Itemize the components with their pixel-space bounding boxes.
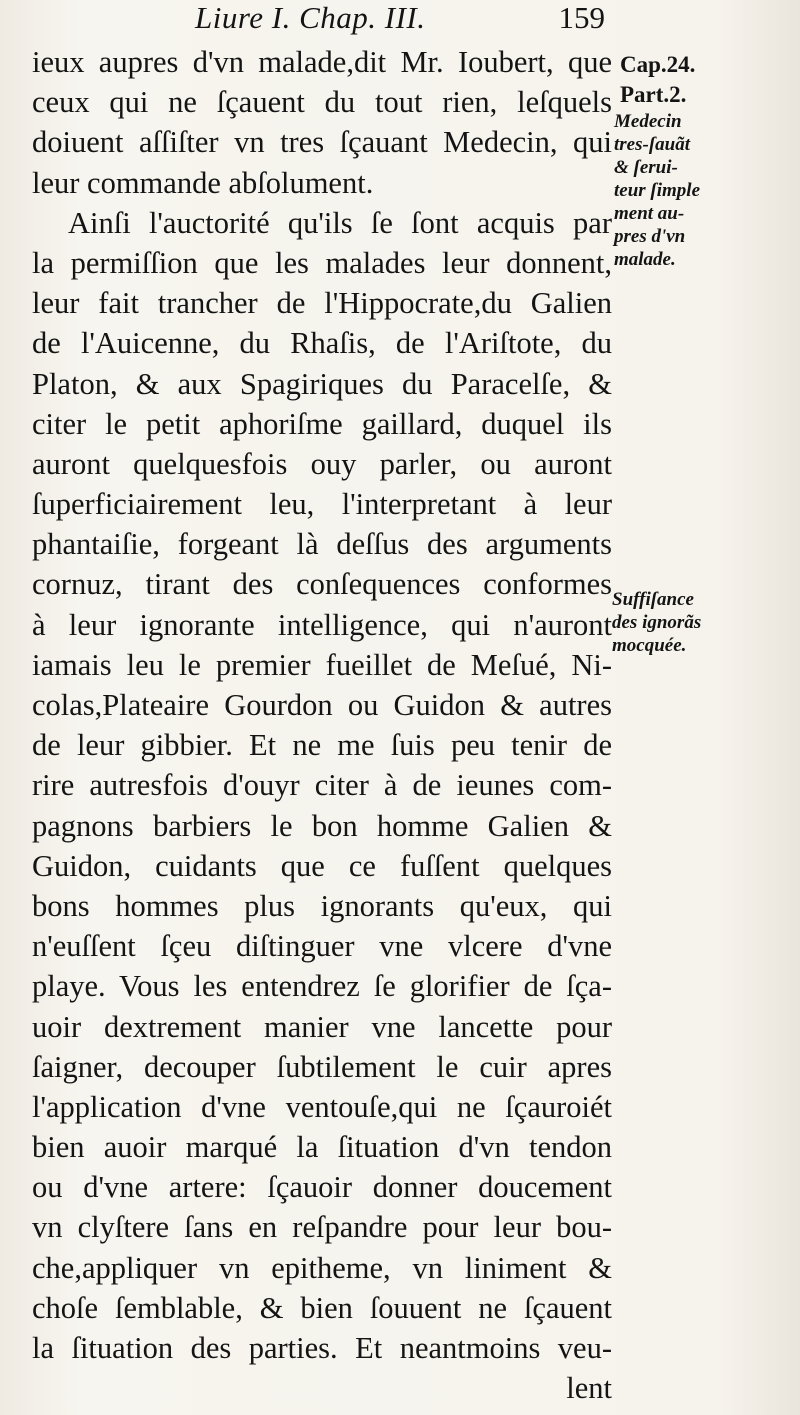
text-line: ſuperficiairement leu, l'interpretant à leur <box>32 487 612 522</box>
margin-chapter-ref-line: Part.2. <box>620 82 687 107</box>
page-number: 159 <box>558 0 605 35</box>
text-line: la ſituation des parties. Et neantmoins veu- <box>32 1331 612 1365</box>
margin-note-line: malade. <box>614 249 676 270</box>
text-line: ſaigner, decouper ſubtilement le cuir apres <box>32 1049 612 1084</box>
text-line: Guidon, cuidants que ce fuſſent quelques <box>32 848 612 883</box>
text-line: playe. Vous les entendrez ſe glorifier de ſça- <box>32 969 612 1004</box>
text-line: auront quelquesfois ouy parler, ou auront <box>32 446 612 481</box>
text-line: doiuent aſſiſter vn tres ſçauant Medecin, qui <box>32 125 612 160</box>
text-line: Platon, & aux Spagiriques du Paracelſe, & <box>32 366 612 401</box>
catchword: lent <box>566 1371 612 1406</box>
text-line: bien auoir marqué la ſituation d'vn tendon <box>32 1130 612 1165</box>
text-line: uoir dextrement manier vne lancette pour <box>32 1009 612 1044</box>
text-line: citer le petit aphoriſme gaillard, duquel ils <box>32 406 612 441</box>
margin-note-line: mocquée. <box>612 635 687 656</box>
text-line: leur commande abſolument. <box>32 165 374 200</box>
text-line: de leur gibbier. Et ne me ſuis peu tenir de <box>32 728 612 763</box>
running-title: Liure I. Chap. III. <box>195 0 426 35</box>
text-line: iamais leu le premier fueillet de Meſué, Ni- <box>32 647 612 682</box>
body-text <box>32 42 612 1408</box>
margin-chapter-reference <box>620 50 695 110</box>
text-line: colas,Plateaire Gourdon ou Guidon & autres <box>32 688 612 722</box>
running-head <box>195 0 605 44</box>
margin-note-line: Suffiſance <box>612 589 694 610</box>
margin-note-line: & ſerui- <box>614 157 678 178</box>
text-line: à leur ignorante intelligence, qui n'auront <box>32 607 612 642</box>
margin-chapter-ref-line: Cap.24. <box>620 52 696 77</box>
margin-note-line: teur ſimple <box>614 180 701 201</box>
margin-note-line: ment au- <box>614 203 685 224</box>
paragraph-start-line: Ainſi l'auctorité qu'ils ſe ſont acquis par <box>68 205 612 240</box>
margin-note-line: tres-ſauãt <box>614 134 690 155</box>
text-line: leur fait trancher de l'Hippocrate,du Galien <box>32 286 612 321</box>
margin-note-medecin <box>614 110 700 271</box>
margin-note-line: pres d'vn <box>614 226 686 247</box>
text-line: bons hommes plus ignorants qu'eux, qui <box>32 888 612 923</box>
text-line: che,appliquer vn epitheme, vn liniment & <box>32 1250 612 1285</box>
text-line: ieux aupres d'vn malade,dit Mr. Ioubert, que <box>32 45 612 79</box>
text-line: l'application d'vne ventouſe,qui ne ſçauroiét <box>32 1089 612 1124</box>
text-line: vn clyſtere ſans en reſpandre pour leur bou- <box>32 1210 612 1245</box>
text-line: ou d'vne artere: ſçauoir donner doucement <box>32 1170 612 1205</box>
margin-note-line: des ignorãs <box>612 612 702 633</box>
margin-note-line: Medecin <box>614 111 682 132</box>
text-line: de l'Auicenne, du Rhaſis, de l'Ariſtote, du <box>32 326 612 361</box>
text-line: rire autresfois d'ouyr citer à de ieunes com- <box>32 768 612 803</box>
text-line: ceux qui ne ſçauent du tout rien, leſquels <box>32 85 612 120</box>
text-line: pagnons barbiers le bon homme Galien & <box>32 808 612 843</box>
text-line: la permiſſion que les malades leur donnent, <box>32 245 612 280</box>
text-line: choſe ſemblable, & bien ſouuent ne ſçauent <box>32 1290 612 1325</box>
margin-note-suffisance <box>612 588 701 657</box>
text-line: cornuz, tirant des conſequences conformes <box>32 567 612 602</box>
text-line: n'euſſent ſçeu diſtinguer vne vlcere d'vne <box>32 929 612 964</box>
text-line: phantaiſie, forgeant là deſſus des arguments <box>32 527 612 562</box>
